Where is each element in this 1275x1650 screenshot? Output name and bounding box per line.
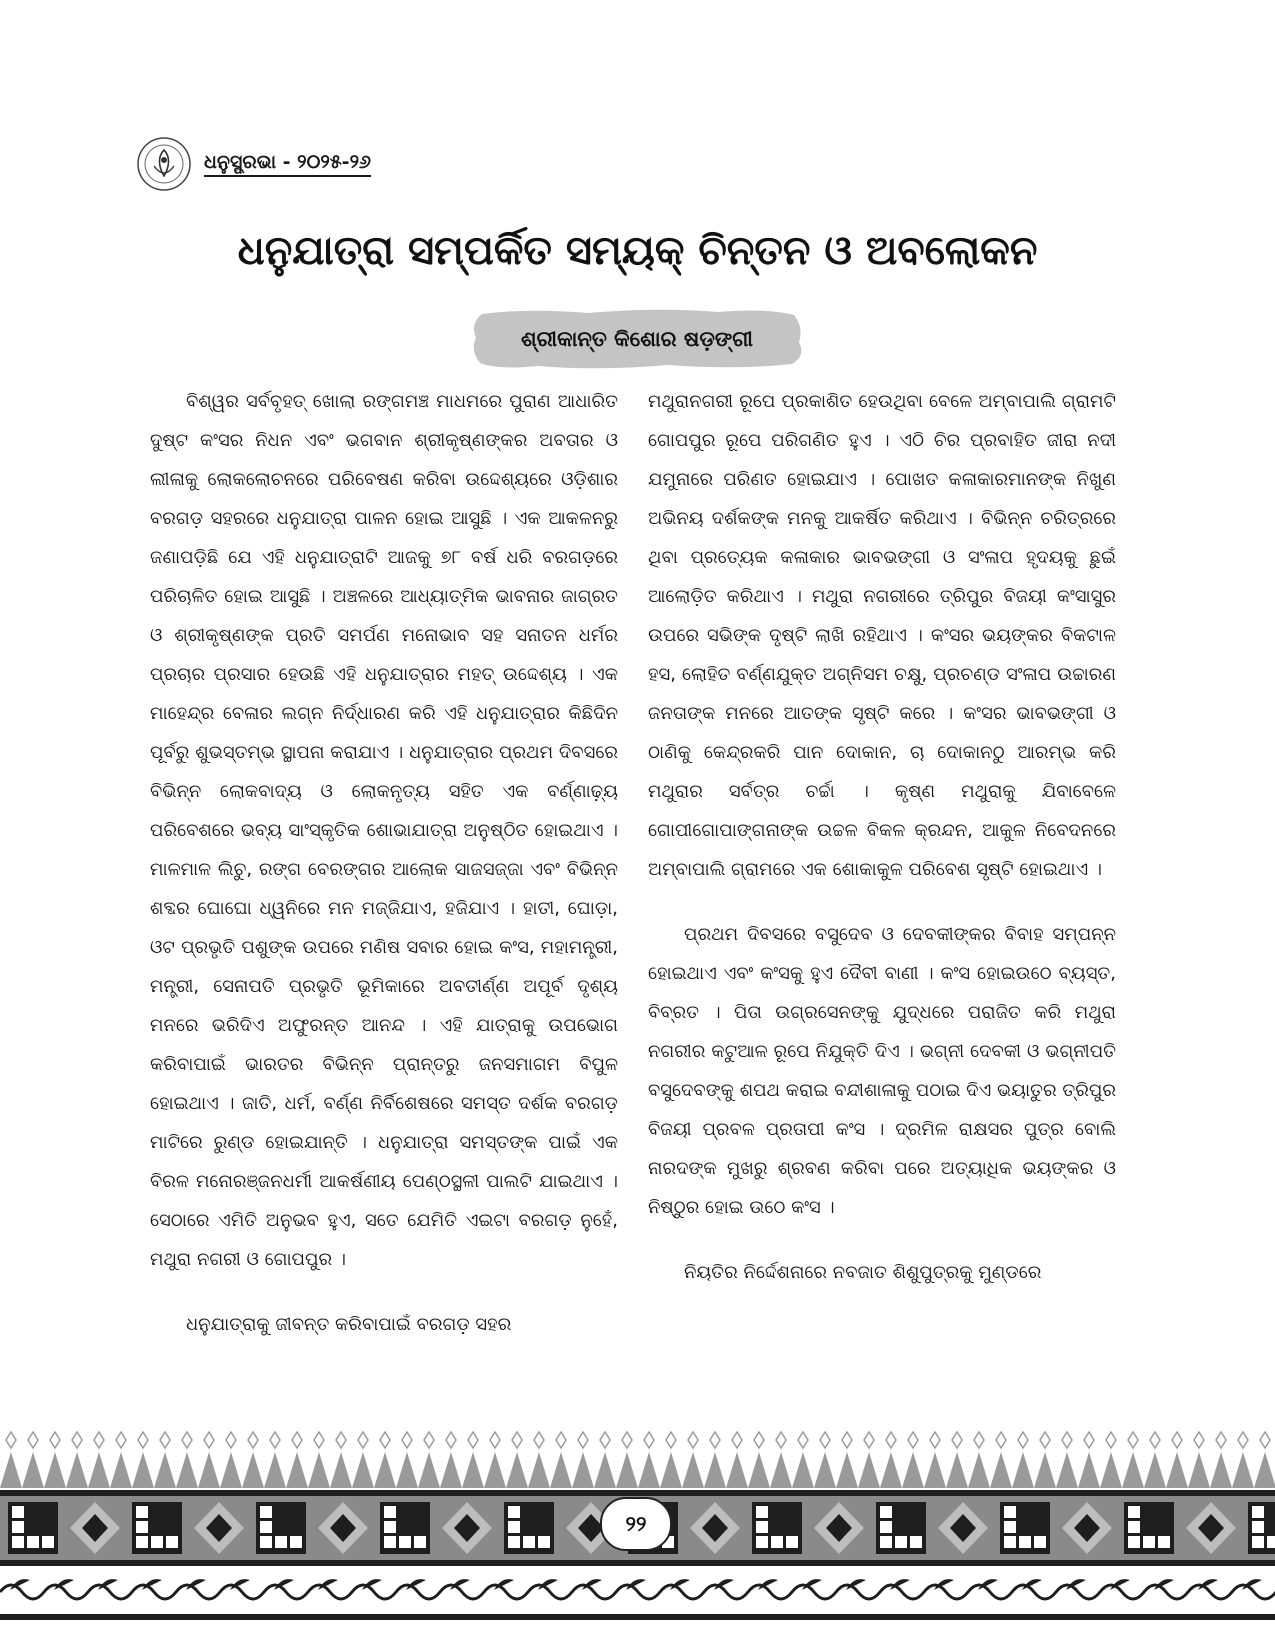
- paragraph: ଧନୁଯାତ୍ରାକୁ ଜୀବନ୍ତ କରିବାପାଇଁ ବରଗଡ଼ ସହର: [186, 1314, 512, 1335]
- paragraph: ବିଶ୍ୱର ସର୍ବବୃହତ୍ ଖୋଲା ରଙ୍ଗମଞ୍ଚ ମାଧମରେ ପୁରାଣ ଆଧାରିତ ଦୁଷ୍ଟ କଂସର ନିଧନ ଏବଂ ଭଗବାନ ଶ୍ରୀକୃଷ୍ଣଙ୍କର ଅବତାର ଓ ଲୀଳାକୁ ଲୋକଲୋଚନରେ ପରିବେଷଣ କରିବା ଉଦ୍ଦେଶ୍ୟରେ ଓଡ଼ିଶାର ବରଗଡ଼ ସହରରେ ଧନୁଯାତ୍ରା ପାଳନ ହୋଇ ଆସୁଛି । ଏକ ଆକଳନରୁ ଜଣାପଡ଼ିଛି ଯେ ଏହି ଧନୁଯାତ୍ରାଟି ଆଜକୁ ୭୮ ବର୍ଷ ଧରି ବରଗଡ଼ରେ ପରିଚାଳିତ ହୋଇ ଆସୁଛି । ଅଞ୍ଚଳରେ ଆଧ୍ୟାତ୍ମିକ ଭାବନାର ଜାଗ୍ରତ ଓ ଶ୍ରୀକୃଷ୍ଣଙ୍କ ପ୍ରତି ସମର୍ପଣ ମନୋଭାବ ସହ ସନାତନ ଧର୍ମର ପ୍ରଚାର ପ୍ରସାର ହେଉଛି ଏହି ଧନୁଯାତ୍ରାର ମହତ୍ ଉଦ୍ଦେଶ୍ୟ । ଏକ ମାହେନ୍ଦ୍ର ବେଳାର ଲଗ୍ନ ନିର୍ଦ୍ଧାରଣ କରି ଏହି ଧନୁଯାତ୍ରାର କିଛିଦିନ ପୂର୍ବରୁ ଶୁଭସ୍ତମ୍ଭ ସ୍ଥାପନା କରାଯାଏ । ଧନୁଯାତ୍ରାର ପ୍ରଥମ ଦିବସରେ ବିଭିନ୍ନ ଲୋକବାଦ୍ୟ ଓ ଲୋକନୃତ୍ୟ ସହିତ ଏକ ବର୍ଣ୍ଣାଢ଼୍ୟ ପରିବେଶରେ ଭବ୍ୟ ସାଂସ୍କୃତିକ ଶୋଭାଯାତ୍ରା ଅନୁଷ୍ଠିତ ହୋଇଥାଏ । ମାଳମାଳ ଲିଚୁ, ରଙ୍ଗ ବେରଙ୍ଗର ଆଲୋକ ସାଜସଜ୍ଜା ଏବଂ ବିଭିନ୍ନ ଶବ୍ଦର ଘୋଘୋ ଧ୍ୱନିରେ ମନ ମଜ୍ଜିଯାଏ, ହଜିଯାଏ । ହାତୀ, ଘୋଡ଼ା, ଓଟ ପ୍ରଭୃତି ପଶୁଙ୍କ ଉପରେ ମଣିଷ ସବାର ହୋଇ କଂସ, ମହାମନ୍ତ୍ରୀ, ମନ୍ତ୍ରୀ, ସେନାପତି ପ୍ରଭୃତି ଭୂମିକାରେ ଅବତୀର୍ଣ୍ଣ ଅପୂର୍ବ ଦୃଶ୍ୟ ମନରେ ଭରିଦିଏ ଅଫୁରନ୍ତ ଆନନ୍ଦ । ଏହି ଯାତ୍ରାକୁ ଉପଭୋଗ କରିବାପାଇଁ ଭାରତର ବିଭିନ୍ନ ପ୍ରାନ୍ତରୁ ଜନସମାଗମ ବିପୁଳ ହୋଇଥାଏ । ଜାତି, ଧର୍ମ, ବର୍ଣ୍ଣ ନିର୍ବିଶେଷରେ ସମସ୍ତ ଦର୍ଶକ ବରଗଡ଼ ମାଟିରେ ରୁଣ୍ଡ ହୋଇଯାନ୍ତି । ଧନୁଯାତ୍ରା ସମସ୍ତଙ୍କ ପାଇଁ ଏକ ବିରଳ ମନୋରଞ୍ଜନଧର୍ମୀ ଆକର୍ଷଣୀୟ ପେଣ୍ଠସ୍ଥଳୀ ପାଲଟି ଯାଇଥାଏ । ସେଠାରେ ଏମିତି ଅନୁଭବ ହୁଏ, ସତେ ଯେମିତି ଏଇଟା ବରଗଡ଼ ନୁହେଁ, ମଥୁରା ନଗରୀ ଓ ଗୋପପୁର ।: [150, 391, 618, 1270]
- border-line-bottom: [0, 1614, 1275, 1620]
- left-column: [150, 382, 618, 1344]
- page-number: ୨୨: [600, 1497, 672, 1551]
- author-name: ଶ୍ରୀକାନ୍ତ କିଶୋର ଷଡ଼ଙ୍ଗୀ: [520, 327, 753, 351]
- paragraph: ନିୟତିର ନିର୍ଦ୍ଦେଶନାରେ ନବଜାତ ଶିଶୁପୁତ୍ରକୁ ମୁଣ୍ଡରେ: [684, 1262, 1042, 1283]
- journal-logo: [136, 136, 192, 192]
- right-column: [648, 382, 1116, 1292]
- paragraph: ମଥୁରାନଗରୀ ରୂପେ ପ୍ରକାଶିତ ହେଉଥିବା ବେଳେ ଅମ୍ବାପାଲି ଗ୍ରାମଟି ଗୋପପୁର ରୂପେ ପରିଗଣିତ ହୁଏ । ଏଠି ଚିର ପ୍ରବାହିତ ଜୀରା ନଦୀ ଯମୁନାରେ ପରିଣତ ହୋଇଯାଏ । ପୋଖତ କଳାକାରମାନଙ୍କ ନିଖୁଣ ଅଭିନୟ ଦର୍ଶକଙ୍କ ମନକୁ ଆକର୍ଷିତ କରିଥାଏ । ବିଭିନ୍ନ ଚରିତ୍ରରେ ଥିବା ପ୍ରତ୍ୟେକ କଳାକାର ଭାବଭଙ୍ଗୀ ଓ ସଂଳାପ ହୃଦୟକୁ ଛୁଇଁ ଆଲୋଡ଼ିତ କରିଥାଏ । ମଥୁରା ନଗରୀରେ ତ୍ରିପୁର ବିଜୟୀ କଂସାସୁର ଉପରେ ସଭିଙ୍କ ଦୃଷ୍ଟି ଲାଖି ରହିଥାଏ । କଂସର ଭୟଙ୍କର ବିକଟାଳ ହସ, ଲୋହିତ ବର୍ଣ୍ଣଯୁକ୍ତ ଅଗ୍ନିସମ ଚକ୍ଷୁ, ପ୍ରଚଣ୍ଡ ସଂଳାପ ଉଚ୍ଚାରଣ ଜନତାଙ୍କ ମନରେ ଆତଙ୍କ ସୃଷ୍ଟି କରେ । କଂସର ଭାବଭଙ୍ଗୀ ଓ ଠାଣିକୁ କେନ୍ଦ୍ରକରି ପାନ ଦୋକାନ, ଚା ଦୋକାନଠୁ ଆରମ୍ଭ କରି ମଥୁରାର ସର୍ବତ୍ର ଚର୍ଚ୍ଚା । କୃଷ୍ଣ ମଥୁରାକୁ ଯିବାବେଳେ ଗୋପୀଗୋପାଙ୍ଗନାଙ୍କ ଉଚ୍ଚଳ ବିକଳ କ୍ରନ୍ଦନ, ଆକୁଳ ନିବେଦନରେ ଅମ୍ବାପାଲି ଗ୍ରାମରେ ଏକ ଶୋକାକୁଳ ପରିବେଶ ସୃଷ୍ଟି ହୋଇଥାଏ ।: [648, 391, 1116, 880]
- journal-header: [136, 136, 371, 192]
- border-line-top: [0, 1490, 1275, 1496]
- paragraph: ପ୍ରଥମ ଦିବସରେ ବସୁଦେବ ଓ ଦେବକୀଙ୍କର ବିବାହ ସମ୍ପନ୍ନ ହୋଇଥାଏ ଏବଂ କଂସକୁ ହୁଏ ଦୈବୀ ବାଣୀ । କଂସ ହୋଇଉଠେ ବ୍ୟସ୍ତ, ବିବ୍ରତ । ପିତା ଉଗ୍ରସେନଙ୍କୁ ଯୁଦ୍ଧରେ ପରାଜିତ କରି ମଥୁରା ନଗରୀର କଟୁଆଳ ରୂପେ ନିଯୁକ୍ତି ଦିଏ । ଭଗ୍ନୀ ଦେବକୀ ଓ ଭଗ୍ନୀପତି ବସୁଦେବଙ୍କୁ ଶପଥ କରାଇ ବନ୍ଦୀଶାଳାକୁ ପଠାଇ ଦିଏ ଭୟାତୁର ତ୍ରିପୁର ବିଜୟୀ ପ୍ରବଳ ପ୍ରତାପୀ କଂସ । ଦ୍ରମିଳ ରାକ୍ଷସର ପୁତ୍ର ବୋଲି ନାରଦଙ୍କ ମୁଖରୁ ଶ୍ରବଣ କରିବା ପରେ ଅତ୍ୟାଧିକ ଭୟଙ୍କର ଓ ନିଷ୍ଠୁର ହୋଇ ଉଠେ କଂସ ।: [648, 924, 1116, 1218]
- article-title: ଧନୁଯାତ୍ରା ସମ୍ପର୍କିତ ସମ୍ୟକ୍ ଚିନ୍ତନ ଓ ଅବଲୋକନ: [237, 228, 1038, 274]
- journal-title: ଧନୁସ୍ପ୍ରଭା - ୨୦୨୫-୨୬: [204, 151, 371, 177]
- triangle-row: [0, 1432, 1275, 1488]
- author-band: [468, 306, 806, 372]
- border-line-mid: [0, 1560, 1275, 1566]
